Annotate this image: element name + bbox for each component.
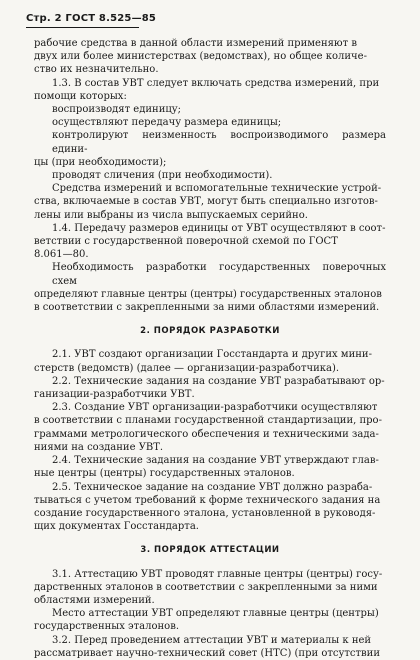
text-line: Место аттестации УВТ определяют главные центры (центры) (52, 608, 379, 620)
section-2-heading: 2. ПОРЯДОК РАЗРАБОТКИ (140, 326, 280, 337)
list-item: цы (при необходимости); (34, 156, 167, 168)
text-line: определяют главные центры (центры) государственных эталонов (34, 288, 382, 300)
paragraph-1-4 (34, 222, 386, 262)
text-line: стерств (ведомств) (далее — организации-разработчика). (34, 362, 340, 374)
list-item: контролируют неизменность воспроизводимого размера едини- (52, 130, 386, 155)
text-line: дарственных эталонов в соответствии с закрепленными за ними (34, 581, 378, 593)
text-line: ветствии с государственной поверочной схемой по ГОСТ (34, 236, 338, 248)
paragraph-schemes (34, 261, 386, 314)
header-rule (26, 27, 139, 28)
text-line: граммами метрологического обеспечения и техническими зада- (34, 428, 379, 440)
paragraph-1-3 (34, 77, 386, 183)
page-header (26, 13, 156, 24)
text-line: 2.4. Технические задания на создание УВТ утверждают глав- (52, 455, 379, 467)
text-line: Необходимость разработки государственных поверочных схем (52, 262, 386, 287)
text-line: ганизации-разработчики УВТ. (34, 389, 195, 401)
list-item: осуществляют передачу размера единицы; (52, 117, 282, 129)
paragraph-2-5 (34, 481, 386, 534)
paragraph-3-2 (34, 634, 386, 660)
text-line: ство их незначительно. (34, 64, 159, 76)
paragraph-continuation (34, 37, 386, 77)
document-body (34, 37, 386, 660)
text-line: рабочие средства в данной области измерений применяют в (34, 38, 357, 49)
text-line: щих документах Госстандарта. (34, 521, 199, 533)
paragraph-2-4 (34, 454, 386, 480)
text-line: 8.061—80. (34, 249, 89, 261)
paragraph-2-3 (34, 401, 386, 454)
standard-number: ГОСТ 8.525—85 (65, 13, 157, 24)
paragraph-equipment (34, 182, 386, 222)
text-line: 2.2. Технические задания на создание УВТ разрабатывают ор- (52, 375, 385, 387)
text-line: 2.3. Создание УВТ организации-разработчики осуществляют (52, 402, 378, 414)
text-line: 1.4. Передачу размеров единицы от УВТ осуществляют в соот- (52, 222, 386, 234)
text-line: рассматривает научно-технический совет (НТС) (при отсутствии (34, 647, 380, 659)
text-line: 3.1. Аттестацию УВТ проводят главные центры (центры) госу- (52, 568, 383, 580)
paragraph-3-1 (34, 568, 386, 608)
text-line: областями измерений. (34, 594, 155, 606)
text-line: лены или выбраны из числа выпускаемых серийно. (34, 209, 308, 221)
text-line: помощи которых: (34, 90, 127, 102)
text-line: 3.2. Перед проведением аттестации УВТ и материалы к ней (52, 634, 372, 646)
text-line: ные центры (центры) государственных эталонов. (34, 468, 295, 480)
list-item: проводят сличения (при необходимости). (52, 170, 273, 182)
text-line: Средства измерений и вспомогательные технические устрой- (52, 183, 382, 195)
text-line: создание государственного эталона, установленной в руководя- (34, 507, 376, 519)
text-line: ниями на создание УВТ. (34, 441, 164, 453)
page-label: Стр. 2 (26, 13, 62, 24)
paragraph-2-1 (34, 348, 386, 374)
text-line: 2.1. УВТ создают организации Госстандарта и других мини- (52, 349, 372, 361)
section-3-heading: 3. ПОРЯДОК АТТЕСТАЦИИ (140, 545, 280, 556)
paragraph-2-2 (34, 375, 386, 401)
text-line: 1.3. В состав УВТ следует включать средства измерений, при (52, 77, 380, 89)
text-line: в соответствии с закрепленными за ними областями измерений. (34, 302, 380, 314)
text-line: ства, включаемые в состав УВТ, могут быть специально изготов- (34, 196, 378, 208)
text-line: двух или более министерствах (ведомствах), но общее количе- (34, 51, 367, 63)
list-item: воспроизводят единицу; (52, 104, 182, 116)
paragraph-3-1-place (34, 607, 386, 633)
text-line: в соответствии с планами государственной стандартизации, про- (34, 415, 382, 427)
text-line: государственных эталонов. (34, 621, 180, 633)
text-line: тываться с учетом требований к форме технического задания на (34, 494, 381, 506)
text-line: 2.5. Техническое задание на создание УВТ должно разраба- (52, 481, 373, 493)
